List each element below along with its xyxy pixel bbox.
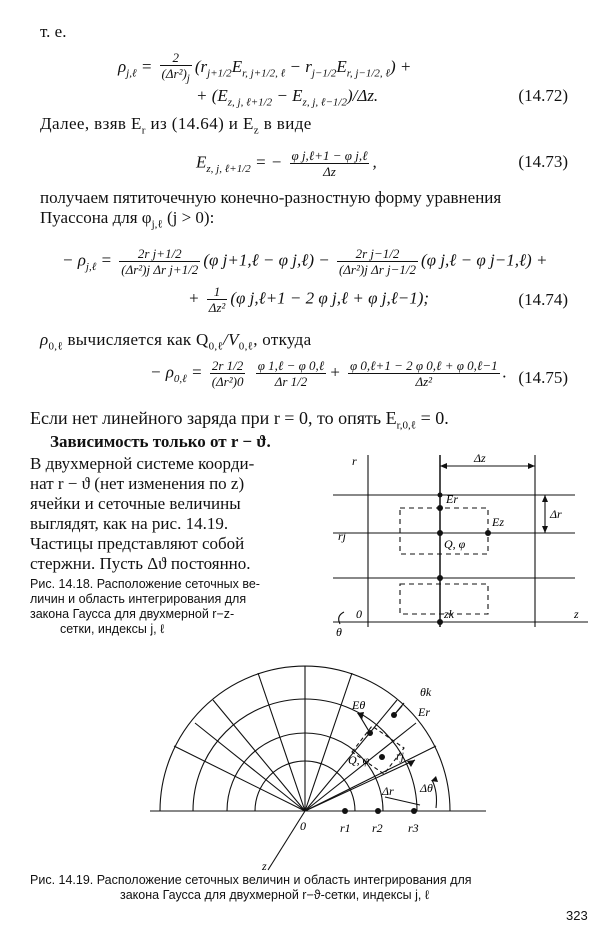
fraction: $\frac{\text{φ 1,ℓ − φ 0,ℓ}}{\Delta r 1/2}$ [257,358,325,389]
fig2-label-thetak: θk [420,685,432,699]
paragraph-line: выглядят, как на рис. 14.19. [30,514,229,533]
fig2-label-rj: rj [396,749,405,763]
fig1-label-theta: θ [336,625,342,639]
fig2-label-er: Er [418,705,430,719]
fig1-label-dz: Δz [474,451,486,465]
fig1-label-er: Er [446,492,458,506]
fig1-label-qphi: Q, φ [444,537,466,551]
equation-14-72-line2: + $(E_{z, j, \ell+1/2} - E_{z, j, \ell-1/2})/\Delta z$. [196,86,379,109]
fig1-label-rj: rj [338,529,347,543]
fraction: $\frac{2r 1/2}{\text{(Δr²)0}}$ [211,358,244,389]
fig2-label-qphi: Q, φ [348,753,370,767]
equation-number: (14.74) [518,290,568,309]
caption-line: закона Гаусса для двухмерной r−z- [30,607,235,621]
fig1-label-z: z [574,607,579,621]
equation-number: (14.73) [518,152,568,171]
equation-14-74-line2: + $\frac{1}{\text{Δz²}}$ (φ j,ℓ+1 − 2 φ j,ℓ + φ j,ℓ−1); [188,284,430,315]
page-number: 323 [566,908,588,923]
section-heading: Зависимость только от r − ϑ. [50,432,271,451]
paragraph: получаем пятиточечную конечно-разностную форму уравнения [40,188,502,207]
equation-number: (14.72) [518,86,568,105]
fig2-label-zero: 0 [300,819,306,833]
caption-line: Рис. 14.18. Расположение сеточных ве- [30,577,260,591]
paragraph: Далее, взяв $E_r$ из (14.64) и $E_z$ в виде [40,114,312,137]
paragraph: Если нет линейного заряда при r = 0, то опять $E_{r,0,\ell} = 0$. [30,408,449,432]
fig1-label-zero: 0 [356,607,362,621]
fig2-label-r2: r2 [372,821,383,835]
fraction: $\frac{\text{2r j+1/2}}{\text{(Δr²)j Δr j+1/2}}$ [121,246,199,277]
fraction: $\frac{1}{\text{Δz²}}$ [208,284,226,315]
caption-line: Рис. 14.19. Расположение сеточных величин и область интегрирования для [30,873,472,887]
fig1-label-r: r [352,454,357,468]
paragraph-line: нат r − ϑ (нет изменения по z) [30,474,245,493]
equation-14-74-line1: − $\rho_{j,\ell}$ = $\frac{\text{2r j+1/2}}{\text{(Δr²)j Δr j+1/2}}$ (φ j+1,ℓ − φ j,ℓ) − $\frac{\text{2r j−1/2}}{\text{(Δr²)j Δr j−1/2}}$ (φ j,ℓ − φ j−1,ℓ) + [62,246,548,277]
fig2-label-dtheta: Δθ [420,781,433,795]
intro-text: т. е. [40,22,67,41]
equation-14-72-line1: $\rho_{j,\ell}$ = $\frac{2}{(\Delta r^2)_j}$ $(r_{j+1/2}E_{r, j+1/2, \ell} - r_{j-1/2}E_{r, j-1/2, \ell})$ + [118,50,412,85]
fig1-label-dr: Δr [550,507,562,521]
caption-line: личин и область интегрирования для [30,592,247,606]
paragraph-line: Частицы представляют собой [30,534,245,553]
equation-14-75: − $\rho_{0,\ell}$ = $\frac{2r 1/2}{\text{(Δr²)0}}$ $\frac{\text{φ 1,ℓ − φ 0,ℓ}}{\Delta r 1/2}$ + $\frac{\text{φ 0,ℓ+1 − 2 φ 0,ℓ + φ 0,ℓ−1}}{\text{Δz²}}$ . [150,358,507,389]
fraction: $\frac{2}{(\Delta r^2)_j}$ [161,50,190,85]
fig2-label-etheta: Eθ [352,698,366,712]
fraction: $\frac{\text{2r j−1/2}}{\text{(Δr²)j Δr j−1/2}}$ [338,246,417,277]
fig1-label-ez: Ez [492,515,504,529]
fig2-label-z: z [262,859,267,873]
paragraph-line: В двухмерной системе коорди- [30,454,255,473]
fig2-label-r1: r1 [340,821,351,835]
equation-number: (14.75) [518,368,568,387]
fraction: $\frac{\text{φ 0,ℓ+1 − 2 φ 0,ℓ + φ 0,ℓ−1}}{\text{Δz²}}$ [349,358,498,389]
paragraph: Пуассона для $\varphi_{j,\ell}$ (j > 0): [40,208,215,231]
paragraph-line: ячейки и сеточные величины [30,494,241,513]
fraction: $\frac{\text{φ j,ℓ+1 − φ j,ℓ}}{\Delta z}$ [291,148,368,179]
paragraph-line: стержни. Пусть Δϑ постоянно. [30,554,251,573]
fig2-label-r3: r3 [408,821,419,835]
fig1-label-zk: zk [444,607,454,621]
fig2-label-dr: Δr [382,784,394,798]
caption-line: сетки, индексы j, ℓ [60,622,165,636]
equation-14-73: $E_{z, j, \ell+1/2}$ = − $\frac{\text{φ j,ℓ+1 − φ j,ℓ}}{\Delta z}$ , [196,148,377,179]
paragraph: $\rho_{0,\ell}$ вычисляется как $Q_{0,\ell}/V_{0,\ell}$, откуда [40,330,312,353]
caption-line: закона Гаусса для двухмерной r−ϑ-сетки, индексы j, ℓ [120,888,429,902]
